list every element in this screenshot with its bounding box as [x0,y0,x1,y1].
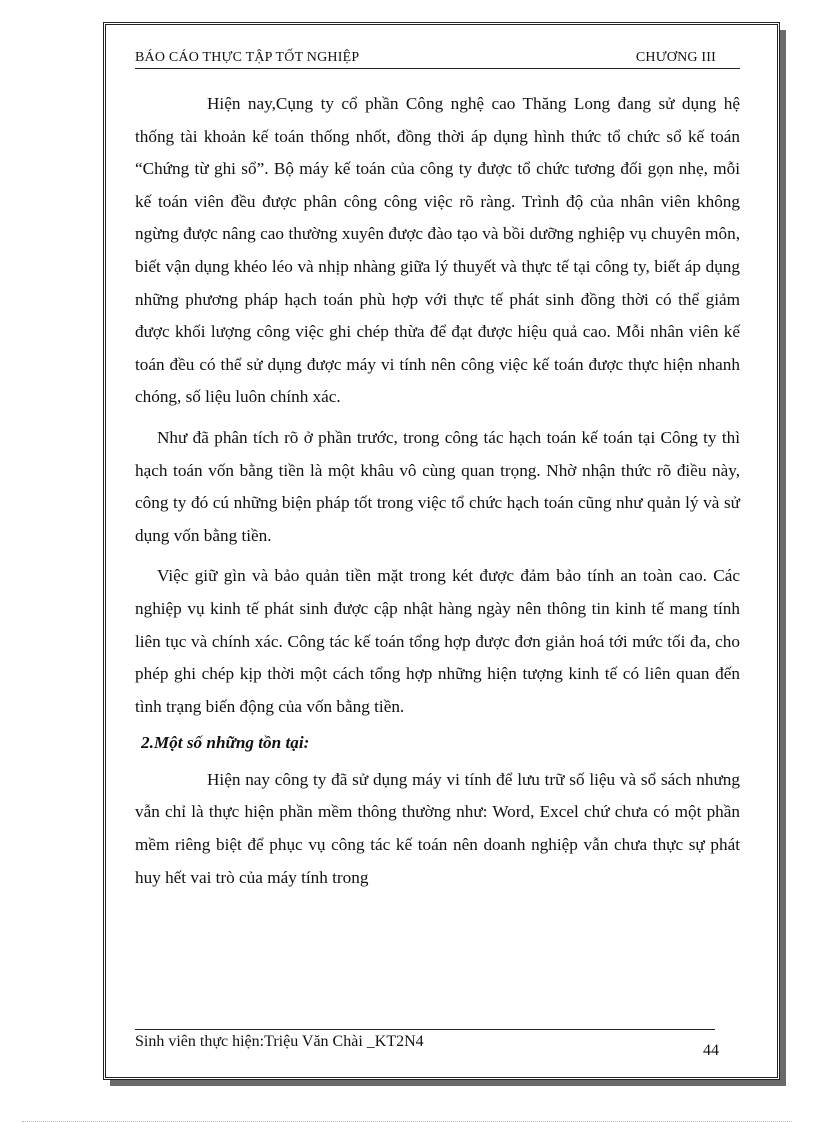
page-bottom-dotted-line [22,1121,792,1122]
section-heading: 2.Một số những tồn tại: [141,733,310,753]
paragraph-3: Việc giữ gìn và bảo quản tiền mặt trong két được đảm bảo tính an toàn cao. Các nghiệp vụ kinh tế phát sinh được cập nhật hàng ngày nên thông tin kinh tế mang tính liên tục và chính xác. Công tác kế toán tổng hợp được đơn giản hoá tới mức tối đa, cho phép ghi chép kịp thời một cách tổng hợp những hiện tượng kinh tế có liên quan đến tình trạng biến động của vốn bằng tiền. [135,566,740,716]
paragraph-2: Như đã phân tích rõ ở phần trước, trong công tác hạch toán kế toán tại Công ty thì hạch toán vốn bằng tiền là một khâu vô cùng quan trọng. Nhờ nhận thức rõ điều này, công ty đó cú những biện pháp tốt trong việc tổ chức hạch toán cũng như quản lý và sử dụng vốn bằng tiền. [135,427,740,545]
footer-author: Sinh viên thực hiện:Triệu Văn Chài _KT2N4 [135,1033,424,1050]
page-border-shadow-right [780,30,786,1086]
page-number: 44 [703,1042,719,1059]
running-header [135,50,740,70]
header-rule [135,68,740,69]
header-chapter: CHƯƠNG III [635,50,716,65]
body-text [135,88,740,894]
page-border-shadow-bottom [110,1080,786,1086]
paragraph-4: Hiện nay công ty đã sử dụng máy vi tính để lưu trữ số liệu và sổ sách nhưng vẫn chỉ là thực hiện phần mềm thông thường như: Word, Excel chứ chưa có một phần mềm riêng biệt để phục vụ công tác kế toán nên doanh nghiệp vẫn chưa thực sự phát huy hết vai trò của máy tính trong [135,769,740,887]
footer-rule [135,1029,715,1030]
paragraph-1: Hiện nay,Cụng ty cổ phần Công nghệ cao Thăng Long đang sử dụng hệ thống tài khoản kế toán thống nhốt, đồng thời áp dụng hình thức tổ chức sổ kế toán “Chứng từ ghi sổ”. Bộ máy kế toán của công ty được tổ chức tương đối gọn nhẹ, mỗi kế toán viên đều được phân công công việc rõ ràng. Trình độ của nhân viên không ngừng được nâng cao thường xuyên được đào tạo và bồi dưỡng nghiệp vụ chuyên môn, biết vận dụng khéo léo và nhịp nhàng giữa lý thuyết và thực tế tại công ty, biết áp dụng những phương pháp hạch toán phù hợp với thực tế phát sinh đồng thời có thể giảm được khối lượng công việc ghi chép thừa để đạt được hiệu quả cao. Mỗi nhân viên kế toán đều có thể sử dụng được máy vi tính nên công việc kế toán được thực hiện nhanh chóng, số liệu luôn chính xác. [135,94,740,407]
header-title: BÁO CÁO THỰC TẬP TỐT NGHIỆP [135,50,360,65]
